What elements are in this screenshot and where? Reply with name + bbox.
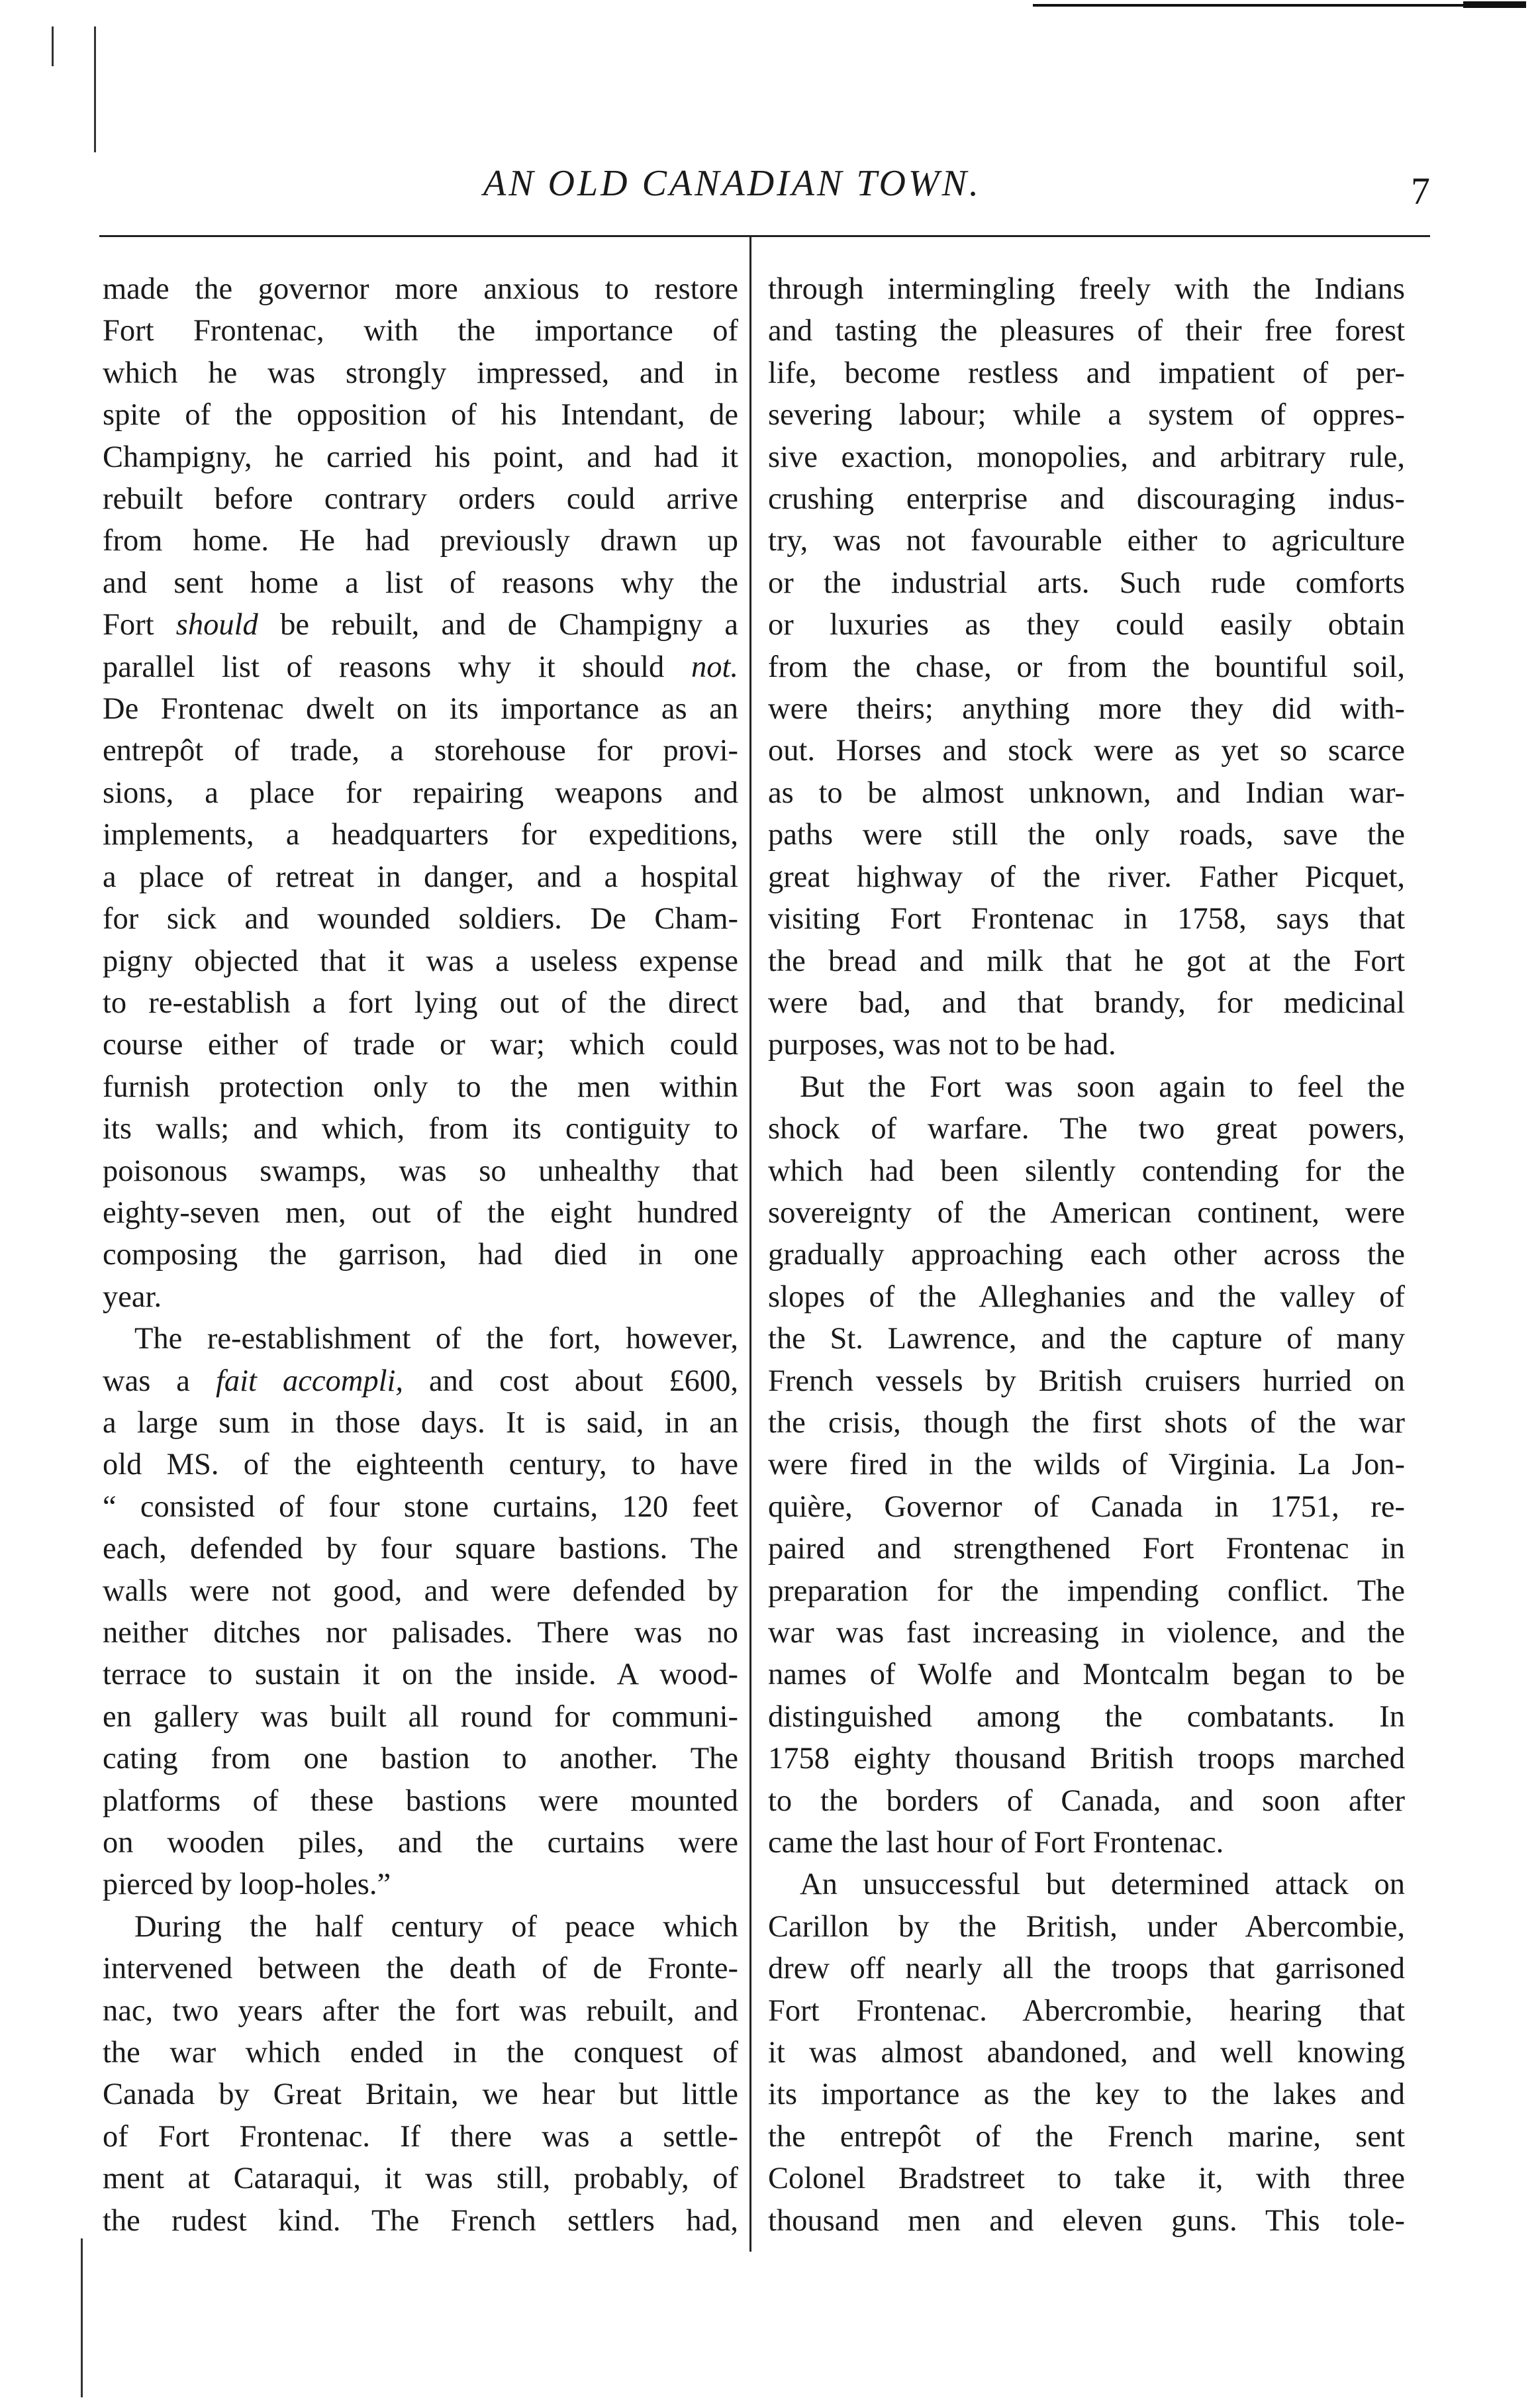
text-line: Carillon by the British, under Abercombie, [768,1909,1405,1944]
text-line: pierced by loop-holes.” [103,1868,391,1902]
text-line: composing the garrison, had died in one [103,1238,738,1272]
text-line: and sent home a list of reasons why the [103,566,738,600]
margin-mark [52,26,54,66]
text-line: pigny objected that it was a useless expense [103,944,738,978]
text-line: its importance as the key to the lakes and [768,2077,1405,2112]
text-line: nac, two years after the fort was rebuilt, and [103,1993,738,2028]
text-line: cating from one bastion to another. The [103,1742,738,1776]
left-column [103,268,738,2242]
text-line: names of Wolfe and Montcalm began to be [768,1658,1405,1692]
text-line: try, was not favourable either to agriculture [768,524,1405,558]
margin-mark [81,2238,83,2397]
text-line: But the Fort was soon again to feel the [800,1070,1405,1104]
text-line: of Fort Frontenac. If there was a settle- [103,2119,738,2154]
text-line: Fort should be rebuilt, and de Champigny a [103,608,739,642]
text-line: gradually approaching each other across the [768,1238,1405,1272]
text-line: parallel list of reasons why it should not. [103,650,738,684]
column-divider [749,235,751,2252]
text-line: crushing enterprise and discouraging indus- [768,482,1405,517]
text-line: came the last hour of Fort Frontenac. [768,1826,1224,1860]
text-line: Fort Frontenac, with the importance of [103,314,738,348]
text-line: shock of warfare. The two great powers, [768,1112,1405,1146]
text-line: ment at Cataraqui, it was still, probably, of [103,2162,738,2196]
text-line: entrepôt of trade, a storehouse for provi- [103,734,738,768]
text-line: quière, Governor of Canada in 1751, re- [768,1489,1405,1524]
text-line: from home. He had previously drawn up [103,524,738,558]
text-line: were bad, and that brandy, for medicinal [768,985,1405,1020]
text-line: its walls; and which, from its contiguity to [103,1112,738,1146]
text-line: the crisis, though the first shots of the war [768,1405,1405,1440]
text-line: purposes, was not to be had. [768,1028,1116,1062]
text-line: visiting Fort Frontenac in 1758, says that [768,902,1405,936]
text-line: “ consisted of four stone curtains, 120 feet [103,1489,738,1524]
text-line: were fired in the wilds of Virginia. La Jon- [768,1448,1405,1482]
text-line: which he was strongly impressed, and in [103,356,738,390]
text-line: poisonous swamps, was so unhealthy that [103,1154,738,1188]
text-line: the rudest kind. The French settlers had, [103,2203,738,2238]
text-line: preparation for the impending conflict. The [768,1574,1405,1608]
text-line: thousand men and eleven guns. This tole- [768,2203,1405,2238]
text-line: neither ditches nor palisades. There was no [103,1616,738,1650]
text-line: or luxuries as they could easily obtain [768,608,1405,642]
text-line: drew off nearly all the troops that garrisoned [768,1952,1405,1986]
text-line: a large sum in those days. It is said, in an [103,1405,738,1440]
text-line: eighty-seven men, out of the eight hundred [103,1195,738,1230]
top-edge-rule-thick [1463,1,1526,8]
text-line: course either of trade or war; which could [103,1028,738,1062]
text-line: 1758 eighty thousand British troops marched [768,1742,1405,1776]
page-number: 7 [1411,170,1430,213]
text-line: was a fait accompli, and cost about £600, [103,1364,738,1398]
text-line: through intermingling freely with the Indians [768,272,1405,306]
text-line: to re-establish a fort lying out of the direct [103,985,738,1020]
text-line: French vessels by British cruisers hurried on [768,1364,1405,1398]
text-line: paired and strengthened Fort Frontenac in [768,1532,1405,1566]
text-line: implements, a headquarters for expeditions, [103,818,738,852]
text-line: and tasting the pleasures of their free forest [768,314,1405,348]
text-line: or the industrial arts. Such rude comforts [768,566,1405,600]
margin-mark [94,26,96,152]
text-line: it was almost abandoned, and well knowing [768,2036,1405,2070]
text-line: each, defended by four square bastions. The [103,1532,738,1566]
header-rule [99,235,1430,237]
text-line: the St. Lawrence, and the capture of many [768,1322,1405,1356]
right-column [768,268,1405,2242]
text-line: Fort Frontenac. Abercrombie, hearing that [768,1993,1405,2028]
text-line: out. Horses and stock were as yet so scarce [768,734,1405,768]
text-line: great highway of the river. Father Picquet, [768,860,1405,894]
text-line: life, become restless and impatient of per- [768,356,1405,390]
text-line: as to be almost unknown, and Indian war- [768,776,1405,810]
top-edge-rule [1033,4,1526,7]
page-header [99,162,1430,222]
text-line: war was fast increasing in violence, and the [768,1616,1405,1650]
text-line: distinguished among the combatants. In [768,1699,1405,1734]
text-line: During the half century of peace which [134,1909,738,1944]
text-line: a place of retreat in danger, and a hospital [103,860,738,894]
text-line: the bread and milk that he got at the Fort [768,944,1405,978]
text-line: the war which ended in the conquest of [103,2036,738,2070]
text-line: the entrepôt of the French marine, sent [768,2119,1405,2154]
text-line: made the governor more anxious to restore [103,272,738,306]
text-line: were theirs; anything more they did with- [768,692,1405,726]
text-line: furnish protection only to the men within [103,1070,738,1104]
text-line: slopes of the Alleghanies and the valley of [768,1279,1405,1314]
text-line: en gallery was built all round for communi- [103,1699,738,1734]
text-line: on wooden piles, and the curtains were [103,1826,738,1860]
text-line: severing labour; while a system of oppres- [768,398,1405,432]
text-line: sive exaction, monopolies, and arbitrary rule, [768,440,1405,474]
text-line: Colonel Bradstreet to take it, with three [768,2162,1405,2196]
text-line: sovereignty of the American continent, were [768,1195,1405,1230]
text-line: Champigny, he carried his point, and had it [103,440,738,474]
text-line: to the borders of Canada, and soon after [768,1783,1405,1818]
text-line: The re-establishment of the fort, however, [134,1322,738,1356]
text-line: walls were not good, and were defended by [103,1574,738,1608]
text-line: intervened between the death of de Fronte- [103,1952,738,1986]
text-line: spite of the opposition of his Intendant, de [103,398,738,432]
text-line: which had been silently contending for the [768,1154,1405,1188]
text-line: Canada by Great Britain, we hear but little [103,2077,738,2112]
running-title: AN OLD CANADIAN TOWN. [483,163,981,204]
text-line: terrace to sustain it on the inside. A wood- [103,1658,738,1692]
text-line: for sick and wounded soldiers. De Cham- [103,902,738,936]
text-line: platforms of these bastions were mounted [103,1783,738,1818]
text-line: De Frontenac dwelt on its importance as an [103,692,738,726]
text-line: from the chase, or from the bountiful soil, [768,650,1405,684]
text-line: rebuilt before contrary orders could arrive [103,482,738,517]
text-line: sions, a place for repairing weapons and [103,776,738,810]
text-line: year. [103,1279,162,1314]
text-line: An unsuccessful but determined attack on [800,1868,1405,1902]
text-line: old MS. of the eighteenth century, to have [103,1448,738,1482]
text-line: paths were still the only roads, save the [768,818,1405,852]
